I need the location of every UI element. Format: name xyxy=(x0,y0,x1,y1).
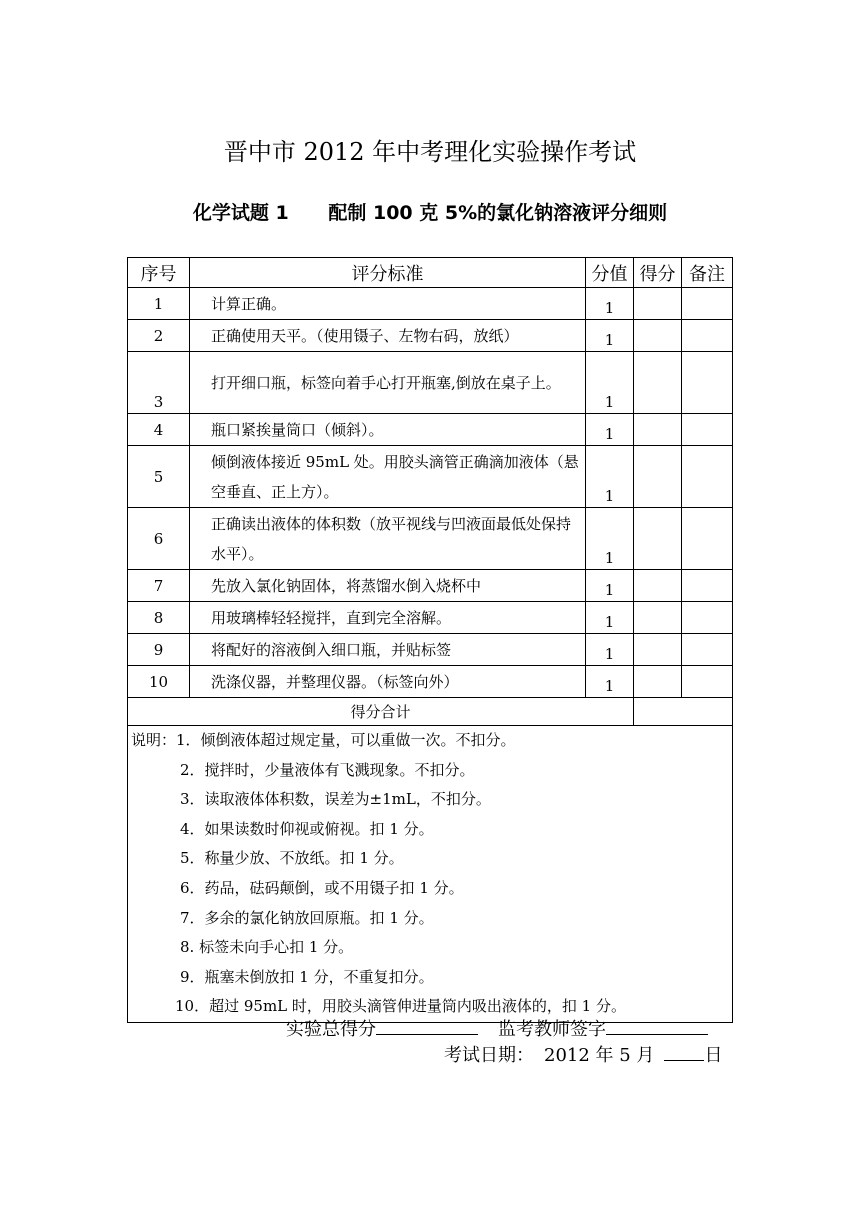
total-row xyxy=(128,698,733,726)
row-points: 1 xyxy=(586,414,634,446)
document-subtitle: 化学试题 1 配制 100 克 5%的氯化钠溶液评分细则 xyxy=(192,202,668,224)
header-earned: 得分 xyxy=(634,258,682,288)
row-criterion: 用玻璃棒轻轻搅拌，直到完全溶解。 xyxy=(190,602,586,634)
row-earned-cell[interactable] xyxy=(634,414,682,446)
note-line: 5．称量少放、不放纸。扣 1 分。 xyxy=(180,849,404,868)
day-blank[interactable] xyxy=(664,1042,704,1061)
table-header-row xyxy=(128,258,733,288)
note-line: 6．药品，砝码颠倒，或不用镊子扣 1 分。 xyxy=(180,878,464,897)
row-earned-cell[interactable] xyxy=(634,666,682,698)
row-number: 3 xyxy=(128,352,190,414)
row-number: 4 xyxy=(128,414,190,446)
header-criteria: 评分标准 xyxy=(190,258,586,288)
row-points: 1 xyxy=(586,666,634,698)
row-points: 1 xyxy=(586,288,634,320)
note-line: 3．读取液体体积数，误差为±1mL，不扣分。 xyxy=(180,790,491,809)
table-row xyxy=(128,602,733,634)
row-points: 1 xyxy=(586,602,634,634)
row-points: 1 xyxy=(586,634,634,666)
total-score-blank[interactable] xyxy=(376,1016,478,1035)
row-points: 1 xyxy=(586,352,634,414)
row-earned-cell[interactable] xyxy=(634,508,682,570)
note-line: 8. 标签未向手心扣 1 分。 xyxy=(180,938,354,957)
row-number: 1 xyxy=(128,288,190,320)
table-row xyxy=(128,634,733,666)
row-points: 1 xyxy=(586,446,634,508)
proctor-label: 监考教师签字 xyxy=(498,1019,606,1040)
row-number: 8 xyxy=(128,602,190,634)
table-row xyxy=(128,508,733,570)
row-number: 5 xyxy=(128,446,190,508)
row-earned-cell[interactable] xyxy=(634,446,682,508)
row-remarks-cell[interactable] xyxy=(682,288,733,320)
day-suffix: 日 xyxy=(704,1045,723,1066)
row-criterion: 先放入氯化钠固体，将蒸馏水倒入烧杯中 xyxy=(190,570,586,602)
table-row xyxy=(128,320,733,352)
row-remarks-cell[interactable] xyxy=(682,602,733,634)
note-line: 说明：1．倾倒液体超过规定量，可以重做一次。不扣分。 xyxy=(131,731,516,749)
row-number: 10 xyxy=(128,666,190,698)
note-line: 4．如果读数时仰视或俯视。扣 1 分。 xyxy=(180,819,434,838)
proctor-signature-blank[interactable] xyxy=(606,1016,708,1035)
row-earned-cell[interactable] xyxy=(634,352,682,414)
row-points: 1 xyxy=(586,320,634,352)
row-remarks-cell[interactable] xyxy=(682,414,733,446)
row-number: 7 xyxy=(128,570,190,602)
row-criterion: 洗涤仪器，并整理仪器。（标签向外） xyxy=(190,666,586,698)
header-index: 序号 xyxy=(128,258,190,288)
table-row xyxy=(128,570,733,602)
document-title: 晋中市 2012 年中考理化实验操作考试 xyxy=(223,138,637,166)
row-criterion: 正确使用天平。（使用镊子、左物右码，放纸） xyxy=(190,320,586,352)
header-points: 分值 xyxy=(586,258,634,288)
date-label: 考试日期： xyxy=(444,1045,534,1066)
notes-cell xyxy=(128,726,733,1023)
date-value: 2012 年 5 月 xyxy=(544,1045,655,1066)
row-remarks-cell[interactable] xyxy=(682,570,733,602)
row-points: 1 xyxy=(586,570,634,602)
row-remarks-cell[interactable] xyxy=(682,508,733,570)
row-criterion: 正确读出液体的体积数（放平视线与凹液面最低处保持水平）。 xyxy=(190,508,586,570)
row-criterion: 计算正确。 xyxy=(190,288,586,320)
row-earned-cell[interactable] xyxy=(634,634,682,666)
note-line: 10．超过 95mL 时，用胶头滴管伸进量筒内吸出液体的，扣 1 分。 xyxy=(175,997,626,1016)
table-row xyxy=(128,666,733,698)
row-criterion: 将配好的溶液倒入细口瓶，并贴标签 xyxy=(190,634,586,666)
row-earned-cell[interactable] xyxy=(634,570,682,602)
table-row xyxy=(128,446,733,508)
row-criterion: 倾倒液体接近 95mL 处。用胶头滴管正确滴加液体（悬空垂直、正上方）。 xyxy=(190,446,586,508)
row-number: 2 xyxy=(128,320,190,352)
total-score-cell[interactable] xyxy=(634,698,733,726)
note-line: 2．搅拌时，少量液体有飞溅现象。不扣分。 xyxy=(180,760,475,779)
row-earned-cell[interactable] xyxy=(634,602,682,634)
row-remarks-cell[interactable] xyxy=(682,446,733,508)
header-remarks: 备注 xyxy=(682,258,733,288)
row-remarks-cell[interactable] xyxy=(682,352,733,414)
row-points: 1 xyxy=(586,508,634,570)
row-earned-cell[interactable] xyxy=(634,320,682,352)
row-number: 9 xyxy=(128,634,190,666)
table-row xyxy=(128,414,733,446)
scoring-table xyxy=(127,257,733,1023)
notes-row xyxy=(128,726,733,1023)
date-line xyxy=(444,1042,722,1068)
row-criterion: 瓶口紧挨量筒口（倾斜）。 xyxy=(190,414,586,446)
row-remarks-cell[interactable] xyxy=(682,634,733,666)
row-remarks-cell[interactable] xyxy=(682,666,733,698)
total-score-label: 实验总得分 xyxy=(286,1019,376,1040)
note-line: 7．多余的氯化钠放回原瓶。扣 1 分。 xyxy=(180,908,434,927)
row-earned-cell[interactable] xyxy=(634,288,682,320)
table-row xyxy=(128,352,733,414)
row-criterion: 打开细口瓶，标签向着手心打开瓶塞,倒放在桌子上。 xyxy=(190,352,586,414)
note-line: 9．瓶塞未倒放扣 1 分，不重复扣分。 xyxy=(180,967,434,986)
total-label: 得分合计 xyxy=(128,698,634,726)
row-remarks-cell[interactable] xyxy=(682,320,733,352)
row-number: 6 xyxy=(128,508,190,570)
signature-line xyxy=(286,1016,708,1042)
table-row xyxy=(128,288,733,320)
